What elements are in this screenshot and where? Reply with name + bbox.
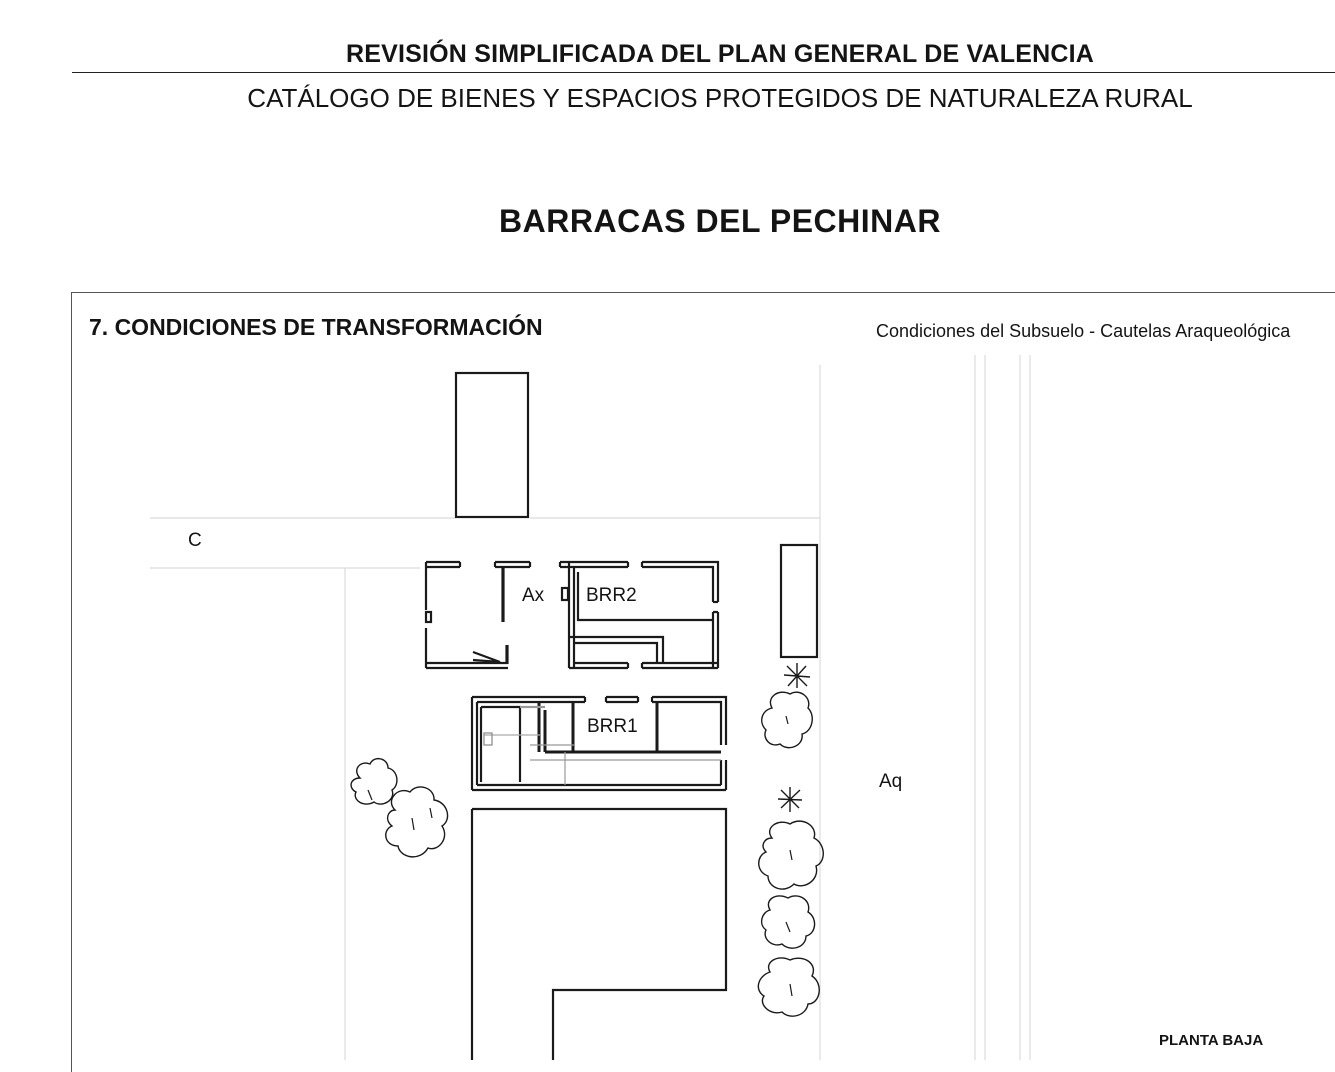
document-header-subtitle: CATÁLOGO DE BIENES Y ESPACIOS PROTEGIDOS DE NATURALEZA RURAL [247,83,1193,113]
road-lines [150,355,1030,1060]
outbuilding-north [456,373,528,517]
building-label-brr2: BRR2 [586,585,637,606]
building-label-brr1: BRR1 [587,716,638,737]
zone-label-ax: Ax [522,585,545,606]
large-building [472,809,726,1060]
barraca-brr1-walls [472,697,726,790]
outbuilding-east [781,545,817,657]
plan-view-label: PLANTA BAJA [1159,1032,1264,1049]
document-title: BARRACAS DEL PECHINAR [499,203,941,239]
section-title: 7. CONDICIONES DE TRANSFORMACIÓN [89,314,543,340]
document-header-title: REVISIÓN SIMPLIFICADA DEL PLAN GENERAL DE VALENCIA [345,40,1095,68]
zone-label-c: C [188,530,202,551]
zone-label-aq: Aq [879,771,903,792]
trees-west [351,759,447,857]
section-caption: Condiciones del Subsuelo - Cautelas Araqueológica [876,321,1291,341]
trees-east [758,692,823,1016]
palm-trees [778,663,810,812]
barraca-brr2-walls [426,562,718,668]
